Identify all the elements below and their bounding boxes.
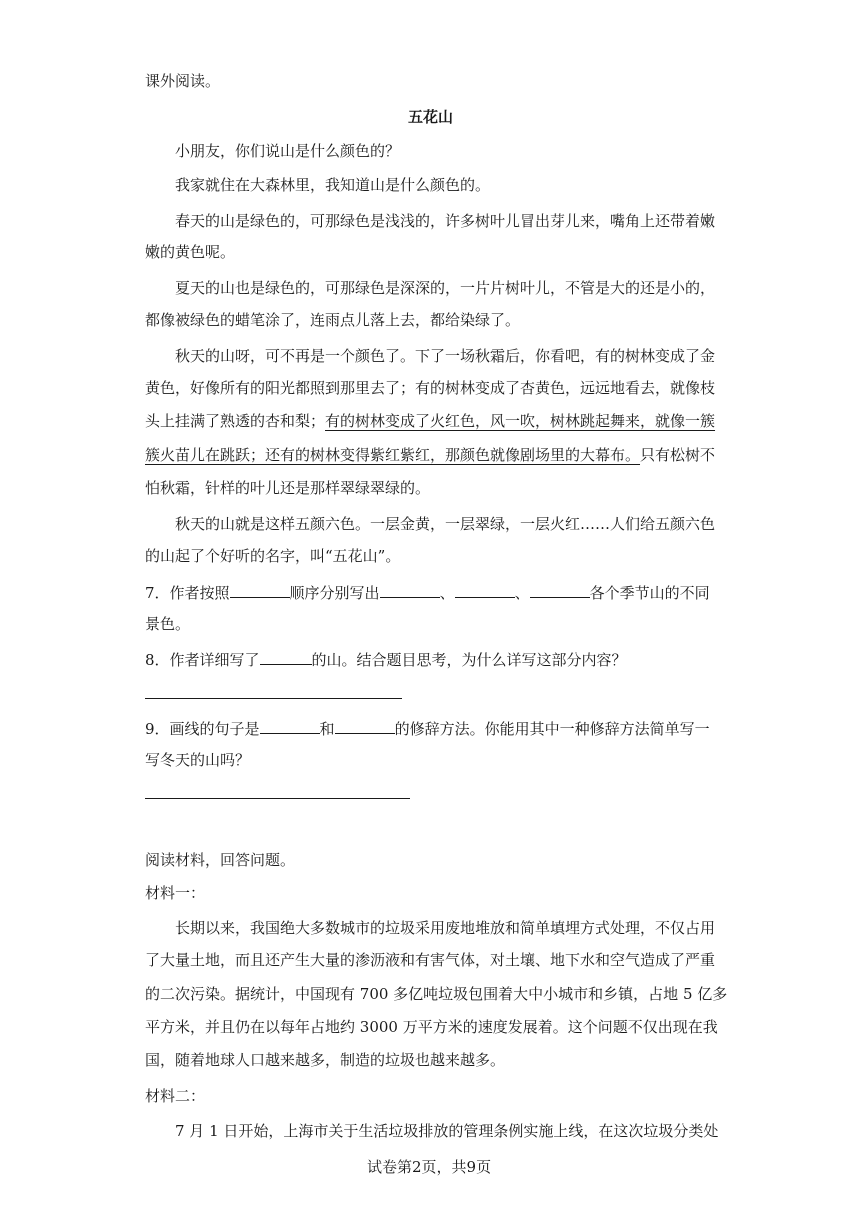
material-line: 平方米，并且仍在以每年占地约 3000 万平方米的速度发展着。这个问题不仅出现在我 [145, 1018, 718, 1036]
page-footer: 试卷第2页，共9页 [367, 1158, 492, 1176]
section-heading: 阅读材料，回答问题。 [145, 851, 296, 869]
passage-line [145, 411, 715, 431]
passage-line: 的山起了个好听的名字，叫“五花山”。 [145, 547, 401, 565]
passage-line: 春天的山是绿色的，可那绿色是浅浅的，许多树叶儿冒出芽儿来，嘴角上还带着嫩 [175, 212, 716, 230]
passage-line: 夏天的山也是绿色的，可那绿色是深深的，一片片树叶儿，不管是大的还是小的， [175, 279, 716, 297]
answer-blank[interactable] [335, 717, 395, 734]
material-line: 的二次污染。据统计，中国现有 700 多亿吨垃圾包围着大中小城市和乡镇，占地 5 亿多 [145, 985, 728, 1003]
question-text: 、 [439, 584, 455, 602]
answer-line[interactable] [145, 698, 402, 699]
material-line: 7 月 1 日开始，上海市关于生活垃圾排放的管理条例实施上线，在这次垃圾分类处 [175, 1122, 719, 1140]
answer-blank[interactable] [380, 581, 440, 598]
question-9-cont: 写冬天的山吗？ [145, 751, 251, 769]
question-text: 、 [514, 584, 530, 602]
passage-line: 嫩的黄色呢。 [145, 243, 236, 261]
passage-line: 秋天的山呀，可不再是一个颜色了。下了一场秋霜后，你看吧，有的树林变成了金 [175, 347, 716, 365]
passage-line [145, 445, 715, 465]
question-8 [145, 648, 627, 670]
passage-text: 头上挂满了熟透的杏和梨； [145, 412, 326, 430]
answer-blank[interactable] [230, 581, 290, 598]
question-text: 顺序分别写出 [289, 584, 380, 602]
passage-line: 怕秋霜，针样的叶儿还是那样翠绿翠绿的。 [145, 479, 431, 497]
passage-title: 五花山 [408, 108, 454, 126]
question-7-cont: 景色。 [145, 615, 191, 633]
question-text: 的山。结合题目思考，为什么详写这部分内容？ [311, 651, 627, 669]
underlined-sentence: 有的树林变成了火红色，风一吹，树林跳起舞来，就像一簇 [325, 412, 716, 430]
answer-blank[interactable] [530, 581, 590, 598]
passage-line: 我家就住在大森林里，我知道山是什么颜色的。 [175, 176, 491, 194]
material-line: 长期以来，我国绝大多数城市的垃圾采用废地堆放和简单填埋方式处理，不仅占用 [175, 919, 716, 937]
question-9 [145, 717, 710, 739]
material-label: 材料一： [145, 884, 206, 902]
answer-blank[interactable] [455, 581, 515, 598]
question-text: 9．画线的句子是 [145, 720, 260, 738]
answer-line[interactable] [145, 798, 410, 799]
question-7 [145, 581, 710, 603]
material-line: 了大量土地，而且还产生大量的渗沥液和有害气体，对土壤、地下水和空气造成了严重 [145, 951, 716, 969]
answer-blank[interactable] [260, 717, 320, 734]
underlined-sentence: 簇火苗儿在跳跃；还有的树林变得紫红紫红，那颜色就像剧场里的大幕布。 [145, 446, 641, 464]
question-text: 的修辞方法。你能用其中一种修辞方法简单写一 [394, 720, 710, 738]
passage-line: 小朋友，你们说山是什么颜色的？ [175, 142, 401, 160]
passage-line: 都像被绿色的蜡笔涂了，连雨点儿落上去，都给染绿了。 [145, 311, 521, 329]
section-heading: 课外阅读。 [145, 72, 221, 90]
material-line: 国，随着地球人口越来越多，制造的垃圾也越来越多。 [145, 1051, 506, 1069]
question-text: 各个季节山的不同 [589, 584, 710, 602]
question-text: 8．作者详细写了 [145, 651, 260, 669]
question-text: 和 [319, 720, 335, 738]
answer-blank[interactable] [260, 648, 312, 665]
material-label: 材料二： [145, 1087, 206, 1105]
question-text: 7．作者按照 [145, 584, 230, 602]
passage-line: 秋天的山就是这样五颜六色。一层金黄，一层翠绿，一层火红……人们给五颜六色 [175, 515, 716, 533]
passage-line: 黄色，好像所有的阳光都照到那里去了；有的树林变成了杏黄色，远远地看去，就像枝 [145, 379, 716, 397]
passage-text: 只有松树不 [640, 446, 716, 464]
